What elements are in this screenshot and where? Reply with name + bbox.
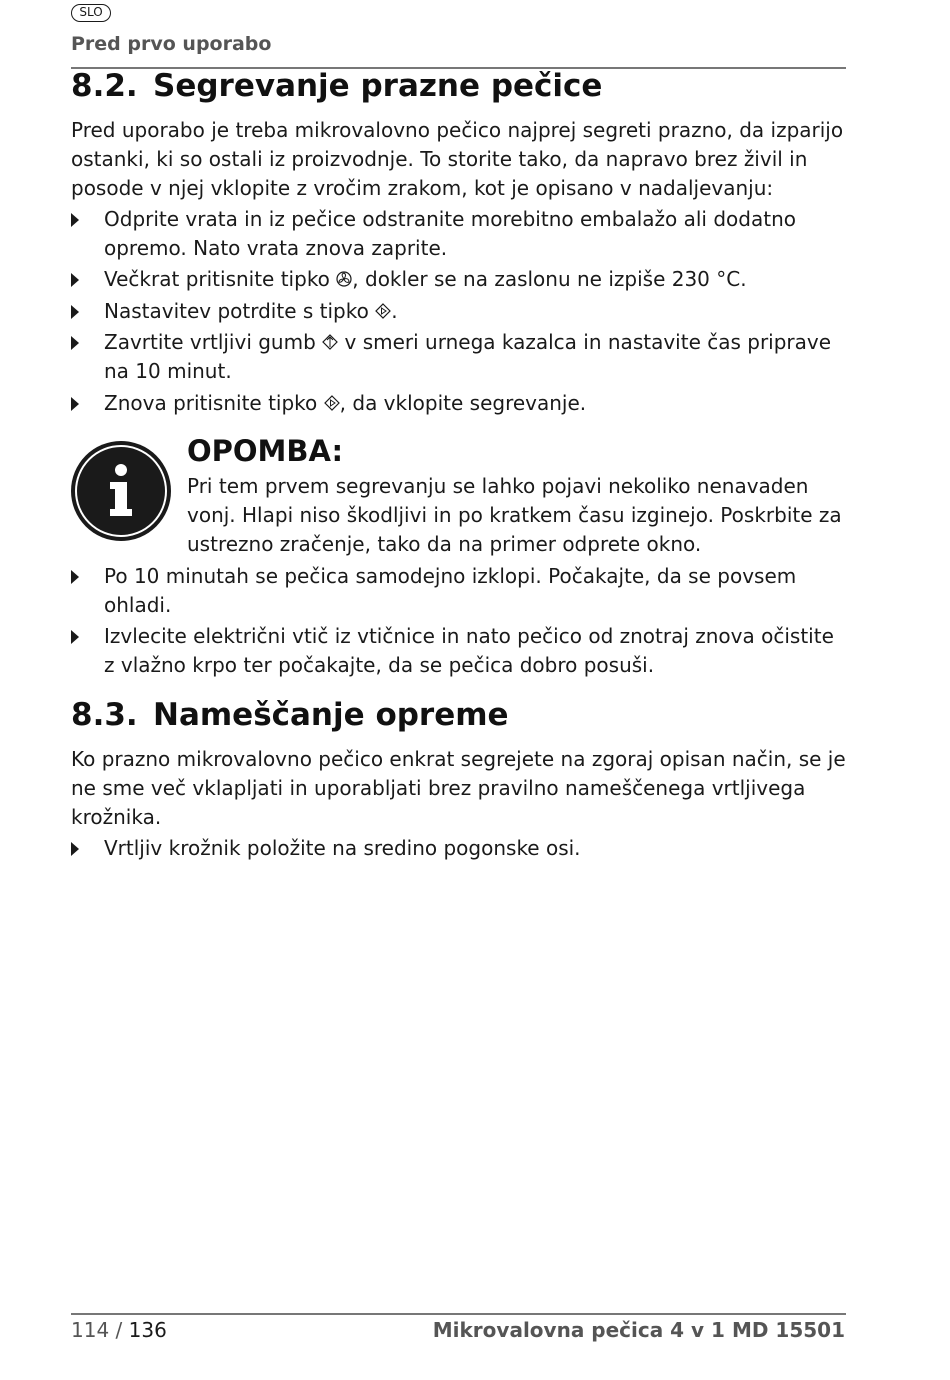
- intro-paragraph: Pred uporabo je treba mikrovalovno pečico najprej segreti prazno, da izparijo ostanki, ki so ostali iz proizvodnje. To storite tako, da napravo brez živil in posode v njej vklopite z vročim zrakom, kot je opisano v nadaljevanju:: [71, 118, 844, 200]
- page-separator: /: [109, 1318, 129, 1342]
- bullet-arrow-icon: [71, 842, 79, 856]
- step-text: Po 10 minutah se pečica samodejno izklopi. Počakajte, da se povsem ohladi.: [104, 564, 797, 617]
- step-text: v smeri urnega kazalca in nastavite čas priprave na 10 minut.: [104, 330, 832, 383]
- step-text: .: [391, 299, 398, 323]
- note-text: Pri tem prvem segrevanju se lahko pojavi nekoliko nenavaden vonj. Hlapi niso škodljivi in po kratkem času izginejo. Poskrbite za ustrezno zračenje, tako da na primer odprete okno.: [187, 474, 842, 556]
- step-text: Izvlecite električni vtič iz vtičnice in nato pečico od znotraj znova očistite z vlažno krpo ter počakajte, da se pečica dobro posuši.: [104, 624, 834, 677]
- bullet-arrow-icon: [71, 630, 79, 644]
- section-title: Nameščanje opreme: [153, 697, 509, 733]
- bullet-arrow-icon: [71, 336, 79, 350]
- start-diamond-icon: [375, 303, 391, 319]
- step-text: Nastavitev potrdite s tipko: [104, 299, 376, 323]
- section-number: 8.3.: [71, 697, 138, 733]
- running-header: Pred prvo uporabo: [71, 33, 272, 55]
- bullet-arrow-icon: [71, 570, 79, 584]
- intro-paragraph: Ko prazno mikrovalovno pečico enkrat segrejete na zgoraj opisan način, se je ne sme več vklapljati in uporabljati brez pravilno nameščenega vrtljivega krožnika.: [71, 747, 846, 829]
- step-text: Znova pritisnite tipko: [104, 391, 324, 415]
- hot-air-fan-icon: [336, 271, 352, 287]
- bullet-arrow-icon: [71, 273, 79, 287]
- language-badge: SLO: [71, 4, 111, 22]
- bullet-arrow-icon: [71, 213, 79, 227]
- step-text: Vrtljiv krožnik položite na sredino pogonske osi.: [104, 836, 581, 860]
- step-text: , dokler se na zaslonu ne izpiše 230 °C.: [352, 267, 747, 291]
- product-name: Mikrovalovna pečica 4 v 1 MD 15501: [432, 1318, 845, 1342]
- page-number: [71, 1318, 167, 1342]
- rotary-knob-icon: [322, 334, 338, 350]
- footer-divider: [71, 1313, 846, 1315]
- section-heading-8-3: [71, 697, 509, 733]
- page-total: 136: [128, 1318, 167, 1342]
- step-text: Zavrtite vrtljivi gumb: [104, 330, 323, 354]
- page-current: 114: [71, 1318, 110, 1342]
- section-title: Segrevanje prazne pečice: [153, 68, 603, 104]
- info-icon: [70, 440, 172, 542]
- bullet-arrow-icon: [71, 397, 79, 411]
- note-title: OPOMBA:: [187, 434, 344, 468]
- step-text: Odprite vrata in iz pečice odstranite morebitno embalažo ali dodatno opremo. Nato vrata znova zaprite.: [104, 207, 796, 260]
- step-text: Večkrat pritisnite tipko: [104, 267, 337, 291]
- start-diamond-icon: [324, 395, 340, 411]
- section-heading-8-2: [71, 68, 602, 104]
- section-number: 8.2.: [71, 68, 138, 104]
- step-text: , da vklopite segrevanje.: [339, 391, 587, 415]
- bullet-arrow-icon: [71, 305, 79, 319]
